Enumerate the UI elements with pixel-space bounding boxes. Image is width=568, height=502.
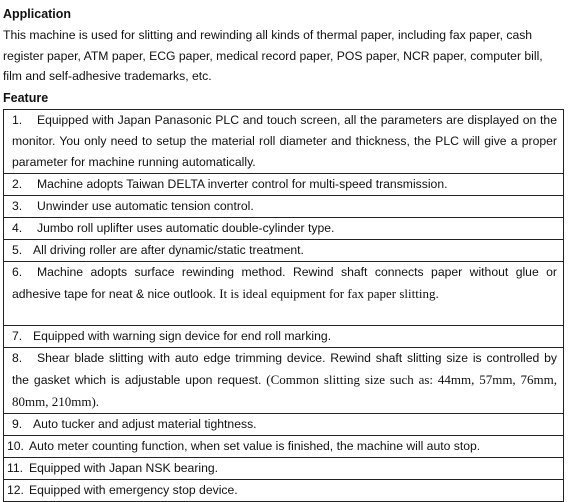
item-text: Jumbo roll uplifter uses automatic double-cylinder type. bbox=[37, 220, 335, 235]
table-row bbox=[4, 217, 564, 239]
feature-item-10 bbox=[4, 435, 564, 457]
application-heading: Application bbox=[3, 7, 72, 21]
item-text: Auto tucker and adjust material tightness. bbox=[33, 416, 257, 431]
item-number: 10. bbox=[7, 438, 24, 453]
item-text: Machine adopts Taiwan DELTA inverter control for multi-speed transmission. bbox=[37, 176, 448, 191]
table-row bbox=[4, 173, 564, 195]
item-text: Machine adopts surface rewinding method. Rewind shaft connects paper without glue or adhesive tape for neat & nice outlook. bbox=[12, 264, 557, 301]
item-text-serif: It is ideal equipment for fax paper slitting. bbox=[215, 285, 439, 301]
item-text-serif: (Common slitting size such as: 44mm, 57mm, 76mm, 80mm, 210mm). bbox=[12, 371, 558, 409]
feature-item-4 bbox=[4, 217, 564, 239]
item-number: 5. bbox=[12, 242, 23, 257]
feature-item-7 bbox=[4, 325, 564, 347]
feature-item-5 bbox=[4, 239, 564, 261]
table-row bbox=[4, 347, 564, 413]
table-row bbox=[4, 261, 564, 325]
item-text: Equipped with Japan NSK bearing. bbox=[29, 460, 219, 475]
feature-heading: Feature bbox=[3, 90, 49, 105]
table-row bbox=[4, 195, 564, 217]
item-number: 6. bbox=[12, 264, 23, 279]
feature-item-9 bbox=[4, 413, 564, 435]
item-number: 4. bbox=[12, 220, 23, 235]
item-number: 12. bbox=[7, 482, 24, 497]
item-number: 8. bbox=[12, 350, 23, 365]
application-text: This machine is used for slitting and rewinding all kinds of thermal paper, including fax paper, cash register paper, ATM paper, ECG paper, medical record paper, POS paper, NCR paper, computer bill, film and self-adhesive trademarks, etc. bbox=[3, 28, 543, 83]
feature-item-2 bbox=[4, 173, 564, 195]
item-number: 11. bbox=[7, 460, 24, 475]
feature-item-6 bbox=[4, 261, 564, 325]
table-row bbox=[4, 413, 564, 435]
table-row bbox=[4, 239, 564, 261]
table-row bbox=[4, 479, 564, 501]
item-text: Equipped with warning sign device for end roll marking. bbox=[33, 328, 332, 343]
table-row bbox=[4, 325, 564, 347]
item-number: 1. bbox=[12, 112, 23, 127]
feature-item-1 bbox=[4, 109, 564, 173]
feature-item-8 bbox=[4, 347, 564, 413]
item-number: 7. bbox=[12, 328, 23, 343]
item-text: All driving roller are after dynamic/static treatment. bbox=[33, 242, 304, 257]
feature-table bbox=[3, 109, 564, 502]
table-row bbox=[4, 435, 564, 457]
feature-item-11 bbox=[4, 457, 564, 479]
item-text: Shear blade slitting with auto edge trimming device. Rewind shaft slitting size is controlled by the gasket which is adjustable upon request. bbox=[12, 350, 557, 387]
feature-item-3 bbox=[4, 195, 564, 217]
item-text: Unwinder use automatic tension control. bbox=[37, 198, 254, 213]
feature-item-12 bbox=[4, 479, 564, 501]
item-number: 3. bbox=[12, 198, 23, 213]
item-number: 9. bbox=[12, 416, 23, 431]
table-row bbox=[4, 109, 564, 173]
item-text: Equipped with Japan Panasonic PLC and touch screen, all the parameters are displayed on the monitor. You only need to setup the material roll diameter and thickness, the PLC will give a proper parameter for machine running automatically. bbox=[12, 112, 557, 169]
table-row bbox=[4, 457, 564, 479]
item-text: Auto meter counting function, when set value is finished, the machine will auto stop. bbox=[29, 438, 481, 453]
item-text: Equipped with emergency stop device. bbox=[29, 482, 238, 497]
item-number: 2. bbox=[12, 176, 23, 191]
